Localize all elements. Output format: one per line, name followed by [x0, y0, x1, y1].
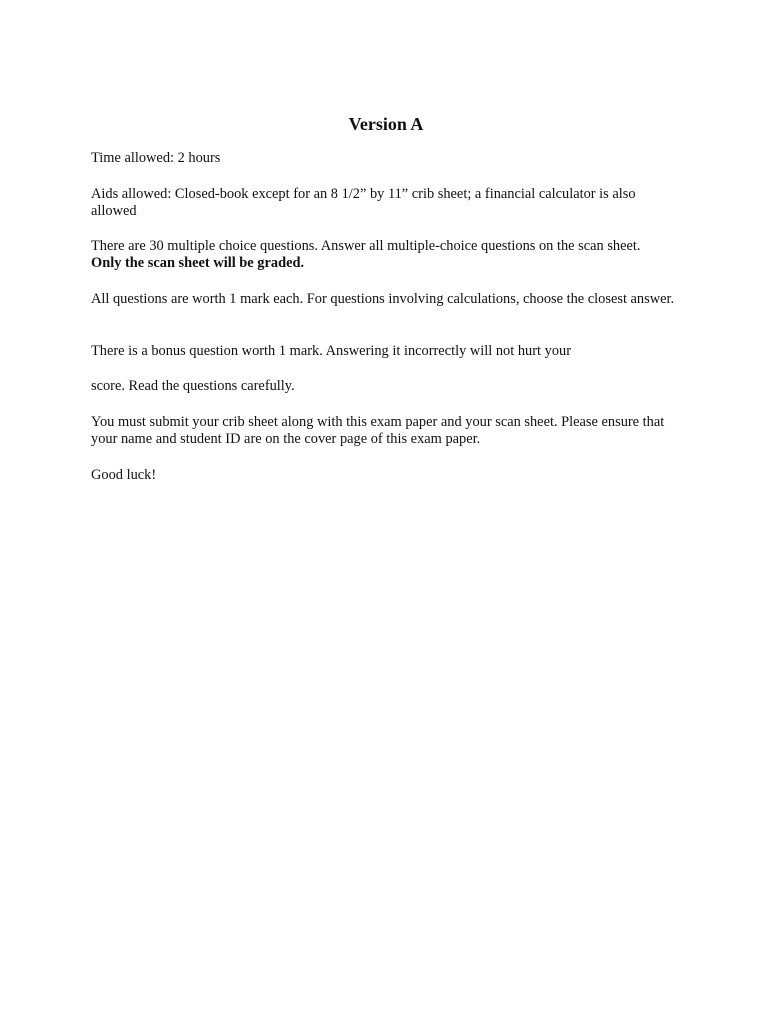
bonus-info-line1-text: There is a bonus question worth 1 mark. Answering it incorrectly will not hurt your: [91, 343, 571, 359]
page-title: Version A: [348, 114, 424, 134]
good-luck-text: Good luck!: [91, 467, 157, 483]
bonus-info-line2-text: score. Read the questions carefully.: [91, 378, 295, 394]
aids-allowed-text: Aids allowed: Closed-book except for an 8 1/2” by 11” crib sheet; a financial calculator is also allowed: [91, 186, 636, 219]
questions-info-text: There are 30 multiple choice questions. Answer all multiple-choice questions on the scan sheet.: [91, 238, 641, 254]
marks-info-text: All questions are worth 1 mark each. For questions involving calculations, choose the closest answer.: [91, 291, 675, 307]
questions-info-paragraph: [91, 238, 681, 272]
submit-info-text: You must submit your crib sheet along with this exam paper and your scan sheet. Please ensure that your name and student ID are on the cover page of this exam paper.: [91, 414, 665, 447]
time-allowed-text: Time allowed: 2 hours: [91, 150, 221, 166]
graded-notice-text: Only the scan sheet will be graded.: [91, 255, 305, 271]
